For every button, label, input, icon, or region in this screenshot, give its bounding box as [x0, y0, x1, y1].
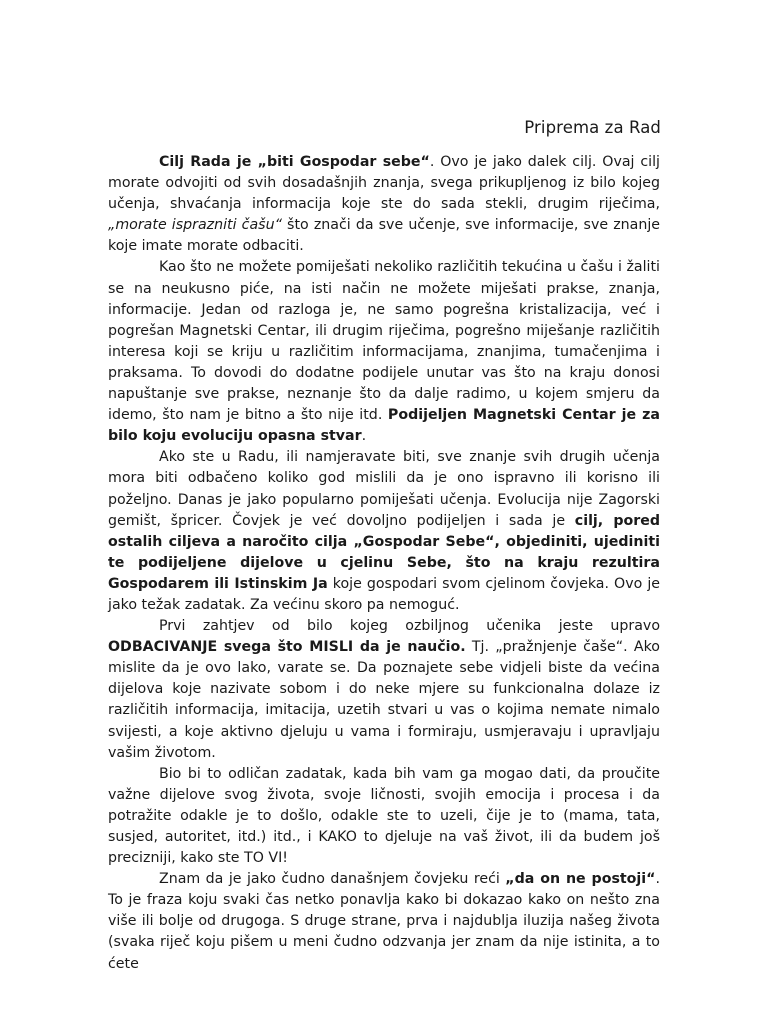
italic-text: „morate isprazniti čašu“ — [108, 217, 282, 234]
bold-text: ODBACIVANJE svega što MISLI da je naučio. — [108, 639, 466, 656]
bold-text: Cilj Rada je „biti Gospodar sebe“ — [159, 154, 430, 170]
text-run: . — [361, 428, 367, 445]
text-run: Prvi zahtjev od bilo kojeg ozbiljnog učenika jeste upravo — [159, 618, 660, 635]
bold-text: cilj, pored ostalih ciljeva a naročito cilja „Gospodar Sebe“, objediniti, ujediniti te podijeljene dijelove u cjelinu Sebe, što na kraju rezultira Gospodarem ili Istinskim Ja — [108, 512, 660, 592]
page-title: Priprema za Rad — [524, 118, 661, 137]
text-run: Tj. „pražnjenje čaše“. Ako mislite da je ovo lako, varate se. Da poznajete sebe vidjeli biste da većina dijelova koje nazivate sobom i do neke mjere su funkcionalna dolaze iz različitih informacija, imitacija, uzetih stvari u vas o kojima nemate nimalo svijesti, a koje aktivno djeluju u vama i formiraju, usmjeravaju i upravljaju vašim životom. — [108, 639, 660, 761]
paragraph — [108, 869, 660, 974]
bold-text: „da on ne postoji“ — [505, 871, 656, 888]
text-run: Bio bi to odličan zadatak, kada bih vam ga mogao dati, da proučite važne dijelove svog života, svoje ličnosti, svojih emocija i procesa i da potražite odakle je to došlo, odakle ste to uzeli, čije je to (mama, tata, susjed, autoritet, itd.) itd., i KAKO to djeluje na vaš život, ili da budem još precizniji, kako ste TO VI! — [108, 765, 660, 867]
text-run: Kao što ne možete pomiješati nekoliko različitih tekućina u čašu i žaliti se na neukusno piće, na isti način ne možete miješati prakse, znanja, informacije. Jedan od razloga je, ne samo pogrešna kristalizacija, već i pogrešan Magnetski Centar, ili drugim riječima, pogrešno miješanje različitih interesa koji se kriju u različitim informacijama, znanjima, tumačenjima i praksama. To dovodi do dodatne podijele unutar vas što na kraju donosi napuštanje sve prakse, neznanje što da dalje radimo, u kojem smjeru da idemo, što nam je bitno a što nije itd. — [108, 259, 660, 424]
paragraph — [108, 257, 660, 447]
text-run: što znači da sve učenje, sve informacije, sve znanje koje imate morate odbaciti. — [108, 217, 660, 255]
text-run: koje gospodari svom cjelinom čovjeka. Ovo je jako težak zadatak. Za većinu skoro pa nemoguć. — [108, 575, 660, 613]
text-run: Znam da je jako čudno današnjem čovjeku reći — [159, 871, 506, 888]
paragraph — [108, 764, 660, 869]
text-run: . Ovo je jako dalek cilj. Ovaj cilj morate odvojiti od svih dosadašnjih znanja, svega prikupljenog iz bilo kojeg učenja, shvaćanja informacija koje ste do sada stekli, drugim riječima, — [108, 154, 660, 213]
paragraph — [108, 616, 660, 764]
bold-text: Podijeljen Magnetski Centar je za bilo koju evoluciju opasna stvar — [108, 407, 660, 445]
text-run: . To je fraza koju svaki čas netko ponavlja kako bi dokazao kako on nešto zna više ili bolje od drugoga. S druge strane, prva i najdublja iluzija našeg života (svaka riječ koju pišem u meni čudno odzvanja jer znam da nije istinita, a to ćete — [108, 871, 660, 972]
document-body — [108, 152, 660, 975]
paragraph — [108, 152, 660, 257]
text-run: Ako ste u Radu, ili namjeravate biti, sve znanje svih drugih učenja mora biti odbačeno koliko god mislili da je ono ispravno ili korisno ili poželjno. Danas je jako popularno pomiješati učenja. Evolucija nije Zagorski gemišt, špricer. Čovjek je već dovoljno podijeljen i sada je — [108, 449, 660, 529]
paragraph — [108, 447, 660, 616]
